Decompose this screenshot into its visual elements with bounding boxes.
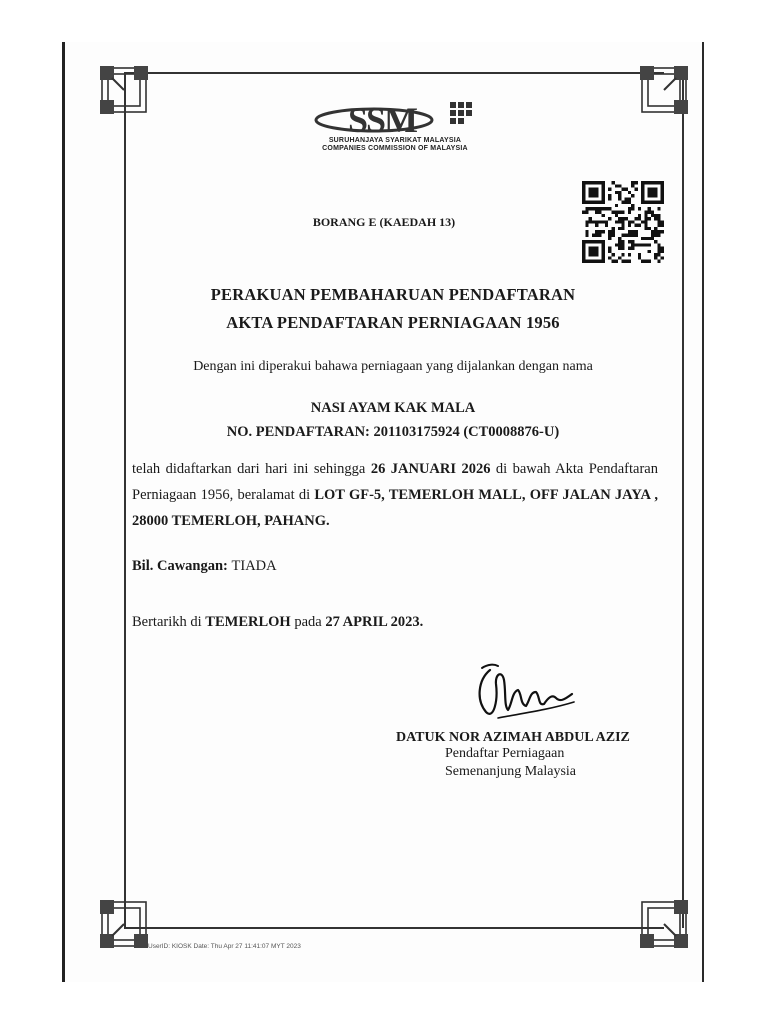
business-address: LOT GF-5, TEMERLOH MALL, OFF JALAN JAYA , 28000 TEMERLOH, PAHANG.	[132, 487, 658, 529]
frame-bottom	[124, 927, 664, 929]
dated-prefix: Bertarikh di	[132, 614, 206, 630]
branch-label: Bil. Cawangan:	[132, 558, 232, 574]
intro-statement: Dengan ini diperakui bahawa perniagaan yang dijalankan dengan nama	[193, 359, 593, 374]
handwritten-signature	[468, 660, 580, 726]
svg-text:SSM: SSM	[348, 100, 417, 140]
frame-right	[682, 72, 684, 928]
signatory-name: DATUK NOR AZIMAH ABDUL AZIZ	[396, 730, 630, 745]
signatory-role: Pendaftar Perniagaan	[445, 746, 565, 761]
paragraph-text: telah didaftarkan dari hari ini sehingga	[132, 461, 371, 477]
form-code: BORANG E (KAEDAH 13)	[312, 215, 456, 229]
signatory-region: Semenanjung Malaysia	[445, 764, 577, 779]
issue-date: 27 APRIL 2023.	[325, 614, 424, 630]
frame-top	[124, 72, 664, 74]
org-name-english: COMPANIES COMMISSION OF MALAYSIA	[322, 145, 468, 152]
issue-date-line	[132, 614, 423, 631]
expiry-date: 26 JANUARI 2026	[370, 461, 491, 477]
corner-ornament-icon	[638, 64, 690, 116]
branch-count	[132, 558, 277, 575]
issue-place: TEMERLOH	[205, 614, 291, 630]
corner-ornament-icon	[638, 898, 690, 950]
frame-left	[124, 72, 126, 928]
org-name	[300, 137, 490, 153]
corner-ornament-icon	[98, 898, 150, 950]
dated-middle: pada	[290, 614, 326, 630]
footer-note: UserID: KIOSK Date: Thu Apr 27 11:41:07 MYT 2023	[148, 943, 301, 950]
business-name: NASI AYAM KAK MALA	[310, 400, 476, 416]
scan-edge	[62, 42, 65, 982]
branch-value: TIADA	[231, 558, 277, 574]
paragraph-text: di bawah Akta Pendaftaran Perniagaan 1956, beralamat di	[132, 461, 658, 503]
registration-paragraph	[132, 456, 658, 534]
corner-ornament-icon	[98, 64, 150, 116]
certificate-title-line2: AKTA PENDAFTARAN PERNIAGAAN 1956	[226, 313, 560, 332]
org-name-malay: SURUHANJAYA SYARIKAT MALAYSIA	[328, 137, 462, 144]
registration-number: NO. PENDAFTARAN: 201103175924 (CT0008876-U)	[226, 424, 560, 440]
certificate-title-line1: PERAKUAN PEMBAHARUAN PENDAFTARAN	[210, 285, 576, 304]
